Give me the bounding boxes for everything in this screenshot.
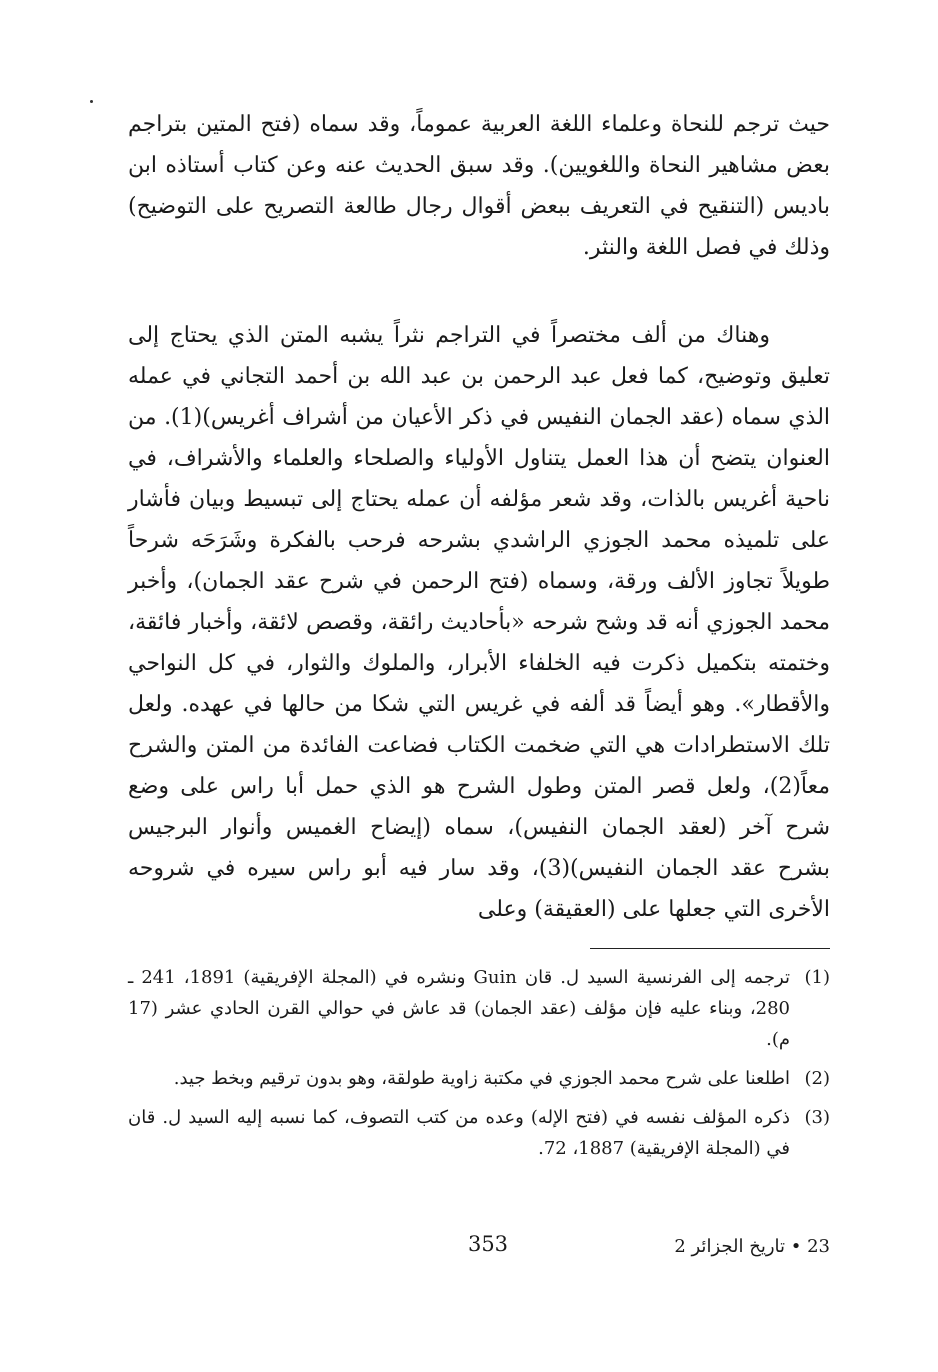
- paragraph-1: حيث ترجم للنحاة وعلماء اللغة العربية عموماً، وقد سماه (فتح المتين بتراجم بعض مشاهير النحاة واللغويين). وقد سبق الحديث عنه وعن كتاب أستاذه ابن باديس (التنقيح في التعريف ببعض أقوال رجال طالعة التصريح على التوضيح) وذلك في فصل اللغة والنثر.: [128, 112, 830, 260]
- print-speck: [90, 100, 93, 103]
- footnotes-list: [128, 962, 830, 1172]
- footnote-3: [128, 1102, 830, 1164]
- footnote-separator: [590, 948, 830, 949]
- footnote-number: (1): [804, 967, 830, 988]
- footnote-1: [128, 962, 830, 1055]
- footnote-number: (3): [804, 1107, 830, 1128]
- footnote-number: (2): [804, 1068, 830, 1089]
- running-footer: 23 • تاريخ الجزائر 2: [674, 1236, 830, 1257]
- footnote-text: اطلعنا على شرح محمد الجوزي في مكتبة زاوية طولقة، وهو بدون ترقيم وبخط جيد.: [173, 1068, 790, 1089]
- page-number: 353: [467, 1232, 509, 1256]
- footnote-text: ترجمه إلى الفرنسية السيد ل. قان Guin ونشره في (المجلة الإفريقية) 1891، 241 ـ 280، وبناء عليه فإن مؤلف (عقد الجمان) قد عاش في حوالي القرن الحادي عشر (17 م).: [128, 967, 790, 1050]
- footnote-text: ذكره المؤلف نفسه في (فتح الإله) وعده من كتب التصوف، كما نسبه إليه السيد ل. قان في (المجلة الإفريقية) 1887، 72.: [128, 1107, 790, 1159]
- paragraph-2: وهناك من ألف مختصراً في التراجم نثراً يشبه المتن الذي يحتاج إلى تعليق وتوضيح، كما فعل عبد الرحمن بن عبد الله بن أحمد التجاني في عمله الذي سماه (عقد الجمان النفيس في ذكر الأعيان من أشراف أغريس)(1). من العنوان يتضح أن هذا العمل يتناول الأولياء والصلحاء والعلماء والأشراف، في ناحية أغريس بالذات، وقد شعر مؤلفه أن عمله يحتاج إلى تبسيط وبيان فأشار على تلميذه محمد الجوزي الراشدي بشرحه فرحب بالفكرة وشَرَحَه شرحاً طويلاً تجاوز الألف ورقة، وسماه (فتح الرحمن في شرح عقد الجمان)، وأخبر محمد الجوزي أنه قد وشح شرحه «بأحاديث رائقة، وقصص لائقة، وأخبار فائقة، وختمته بتكميل ذكرت فيه الخلفاء الأبرار، والملوك والثوار، في كل النواحي والأقطار». وهو أيضاً قد ألفه في غريس التي شكا من حالها في عهده. ولعل تلك الاستطرادات هي التي ضخمت الكتاب فضاعت الفائدة من المتن والشرح معاً(2)، ولعل قصر المتن وطول الشرح هو الذي حمل أبا راس على وضع شرح آخر (لعقد الجمان النفيس)، سماه (إيضاح الغميس وأنوار البرجيس بشرح عقد الجمان النفيس)(3)، وقد سار فيه أبو راس سيره في شروحه الأخرى التي جعلها على (العقيقة) وعلى: [128, 323, 831, 922]
- footnote-2: [128, 1063, 830, 1094]
